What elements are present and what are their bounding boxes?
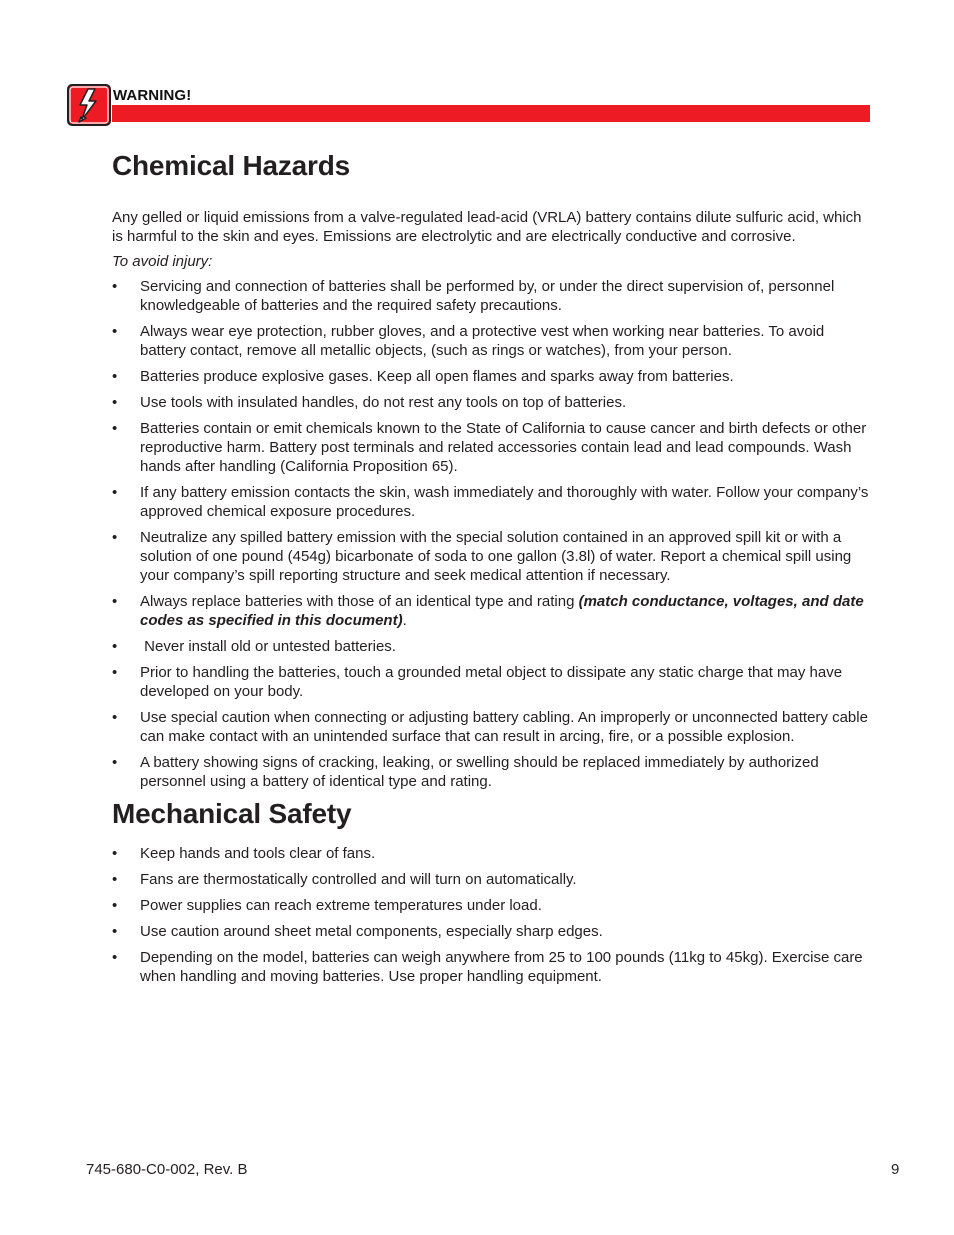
bullet-glyph: •: [112, 897, 118, 914]
footer-doc-number: 745-680-C0-002, Rev. B: [86, 1161, 248, 1178]
list-item: • Depending on the model, batteries can weigh anywhere from 25 to 100 pounds (11kg to 45kg). Exercise care when handling and moving batteries. Use proper handling equipment.: [112, 949, 863, 985]
bullet-glyph: •: [112, 529, 118, 546]
list-item: • Never install old or untested batteries.: [112, 638, 396, 655]
emphasis-text: (match conductance, voltages, and date codes as specified in this document): [140, 593, 864, 629]
page-content: [112, 146, 872, 993]
warning-stripe: [112, 105, 870, 122]
list-item: • Prior to handling the batteries, touch a grounded metal object to dissipate any static charge that may have developed on your body.: [112, 664, 843, 700]
list-item-replace-batteries: • Always replace batteries with those of an identical type and rating (match conductance, voltages, and date codes as specified in this document).: [112, 593, 864, 629]
list-item: • Servicing and connection of batteries shall be performed by, or under the direct supervision of, personnel knowledgeable of batteries and the required safety precautions.: [112, 278, 835, 314]
bullet-glyph: •: [112, 394, 118, 411]
lightning-bolt-warning-icon: [66, 83, 112, 127]
list-item: • Fans are thermostatically controlled and will turn on automatically.: [112, 871, 577, 888]
list-item: • If any battery emission contacts the skin, wash immediately and thoroughly with water. Follow your company’s approved chemical exposure procedures.: [112, 484, 869, 520]
bullet-glyph: •: [112, 484, 118, 501]
bullet-glyph: •: [112, 420, 118, 437]
list-item: • Batteries contain or emit chemicals known to the State of California to cause cancer and birth defects or other reproductive harm. Battery post terminals and related accessories contain lead and lead compounds. Wash hands after handling (California Proposition 65).: [112, 420, 867, 475]
list-item: • Always wear eye protection, rubber gloves, and a protective vest when working near batteries. To avoid battery contact, remove all metallic objects, (such as rings or watches), from your person.: [112, 323, 825, 359]
warning-label: WARNING!: [113, 87, 192, 104]
list-item: • Batteries produce explosive gases. Keep all open flames and sparks away from batteries.: [112, 368, 734, 385]
chemical-hazards-heading: Chemical Hazards: [112, 150, 351, 181]
bullet-glyph: •: [112, 593, 118, 610]
chemical-hazards-list: [112, 277, 872, 791]
list-item: • Neutralize any spilled battery emission with the special solution contained in an approved spill kit or with a solution of one pound (454g) bicarbonate of soda to one gallon (3.8l) of water. Report a chemical spill using your company’s spill reporting structure and seek medical attention if necessary.: [112, 529, 852, 584]
list-item: • Power supplies can reach extreme temperatures under load.: [112, 897, 542, 914]
bullet-glyph: •: [112, 278, 118, 295]
list-item: • A battery showing signs of cracking, leaking, or swelling should be replaced immediately by authorized personnel using a battery of identical type and rating.: [112, 754, 819, 790]
list-item: • Use tools with insulated handles, do not rest any tools on top of batteries.: [112, 394, 627, 411]
bullet-glyph: •: [112, 949, 118, 966]
bullet-glyph: •: [112, 871, 118, 888]
bullet-glyph: •: [112, 709, 118, 726]
bullet-glyph: •: [112, 664, 118, 681]
list-item: • Keep hands and tools clear of fans.: [112, 845, 376, 862]
list-item: • Use special caution when connecting or adjusting battery cabling. An improperly or unconnected battery cable can make contact with an unintended surface that can result in arcing, fire, or a possible explosion.: [112, 709, 868, 745]
mechanical-safety-list: [112, 844, 872, 986]
bullet-glyph: •: [112, 323, 118, 340]
bullet-glyph: •: [112, 368, 118, 385]
chemical-intro-paragraph: Any gelled or liquid emissions from a valve-regulated lead-acid (VRLA) battery contains dilute sulfuric acid, which is harmful to the skin and eyes. Emissions are electrolytic and are electrically conductive and corrosive.: [112, 209, 862, 245]
footer-page-number: 9: [891, 1161, 900, 1178]
list-item: • Use caution around sheet metal components, especially sharp edges.: [112, 923, 603, 940]
bullet-glyph: •: [112, 638, 118, 655]
bullet-glyph: •: [112, 845, 118, 862]
mechanical-safety-heading: Mechanical Safety: [112, 798, 352, 829]
warning-banner: [66, 83, 871, 127]
bullet-glyph: •: [112, 754, 118, 771]
bullet-glyph: •: [112, 923, 118, 940]
avoid-injury-label: To avoid injury:: [112, 253, 213, 270]
